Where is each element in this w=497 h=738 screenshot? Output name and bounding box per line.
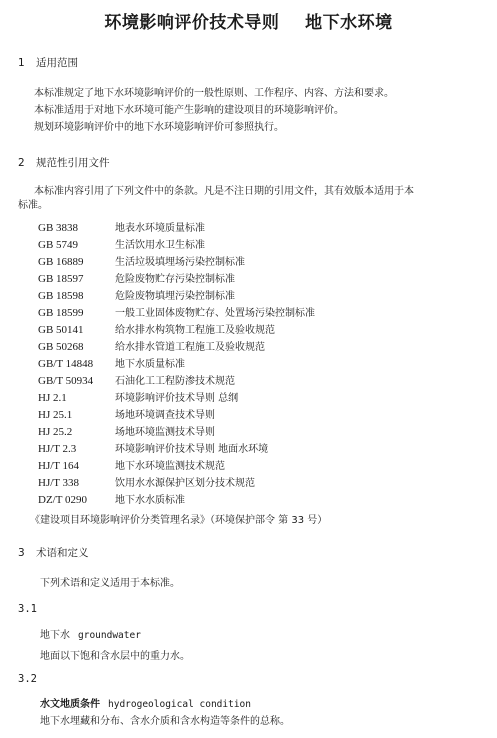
catalog-reference: 《建设项目环境影响评价分类管理名录》（环境保护部令 第 33 号） [30, 515, 328, 526]
reference-code: GB 16889 [38, 256, 84, 268]
reference-row [38, 221, 205, 236]
reference-name: 危险废物贮存污染控制标准 [115, 274, 235, 285]
reference-row [38, 340, 265, 355]
reference-code: HJ/T 338 [38, 477, 80, 489]
intro-line-1: 本标准内容引用了下列文件中的条款。凡是不注日期的引用文件，其有效版本适用于本 [34, 186, 414, 197]
reference-name: 场地环境监测技术导则 [115, 427, 215, 438]
section-number: 3 [18, 547, 25, 559]
reference-row [38, 493, 185, 508]
reference-code: HJ 2.1 [38, 392, 67, 404]
reference-code: GB/T 14848 [38, 358, 94, 370]
term-definition: 地下水埋藏和分布、含水介质和含水构造等条件的总称。 [40, 716, 290, 727]
section-1-heading [18, 55, 78, 70]
reference-code: GB 50141 [38, 324, 84, 336]
reference-code: GB 18598 [38, 290, 84, 302]
reference-row [38, 374, 235, 389]
term-english: groundwater [78, 630, 141, 641]
reference-code: GB/T 50934 [38, 375, 94, 387]
term-english: hydrogeological condition [108, 699, 251, 710]
section-2-intro [18, 185, 414, 213]
reference-name: 地表水环境质量标准 [115, 223, 205, 234]
section-2-heading [18, 155, 110, 170]
term-name: 地下水 [40, 630, 70, 641]
reference-code: GB 5749 [38, 239, 79, 251]
reference-row [38, 425, 215, 440]
section-1-para-3: 规划环境影响评价中的地下水环境影响评价可参照执行。 [34, 122, 284, 133]
reference-name: 生活饮用水卫生标准 [115, 240, 205, 251]
reference-row [38, 391, 238, 406]
reference-name: 给水排水构筑物工程施工及验收规范 [115, 325, 275, 336]
reference-name: 场地环境调查技术导则 [115, 410, 215, 421]
reference-row [38, 408, 215, 423]
reference-name: 石油化工工程防渗技术规范 [115, 376, 235, 387]
term-name: 水文地质条件 [40, 699, 100, 710]
section-title: 术语和定义 [36, 547, 89, 559]
intro-line-2: 标准。 [18, 200, 48, 211]
reference-row [38, 255, 245, 270]
reference-code: GB 18597 [38, 273, 84, 285]
reference-name: 地下水环境监测技术规范 [115, 461, 225, 472]
section-3-intro: 下列术语和定义适用于本标准。 [40, 578, 180, 589]
reference-name: 饮用水水源保护区划分技术规范 [115, 478, 255, 489]
reference-name: 给水排水管道工程施工及验收规范 [115, 342, 265, 353]
reference-code: GB 18599 [38, 307, 84, 319]
section-title: 规范性引用文件 [36, 157, 110, 169]
reference-name: 地下水质量标准 [115, 359, 185, 370]
reference-code: HJ 25.1 [38, 409, 73, 421]
reference-row [38, 238, 205, 253]
reference-row [38, 476, 255, 491]
term-entry [40, 626, 141, 641]
reference-code: GB 3838 [38, 222, 79, 234]
reference-row [38, 459, 225, 474]
term-entry [40, 695, 251, 710]
reference-code: GB 50268 [38, 341, 84, 353]
reference-code: HJ 25.2 [38, 426, 73, 438]
reference-row [38, 306, 315, 321]
term-number: 3.2 [18, 673, 37, 685]
reference-code: HJ/T 2.3 [38, 443, 77, 455]
term-definition: 地面以下饱和含水层中的重力水。 [40, 651, 190, 662]
section-3-heading [18, 545, 89, 560]
reference-row [38, 323, 275, 338]
section-number: 1 [18, 57, 25, 69]
reference-row [38, 357, 185, 372]
document-title: 环境影响评价技术导则 地下水环境 [104, 13, 393, 33]
reference-row [38, 442, 268, 457]
reference-name: 生活垃圾填埋场污染控制标准 [115, 257, 245, 268]
reference-code: DZ/T 0290 [38, 494, 87, 506]
reference-name: 环境影响评价技术导则 地面水环境 [115, 444, 269, 455]
reference-row [38, 289, 235, 304]
reference-name: 一般工业固体废物贮存、处置场污染控制标准 [115, 308, 315, 319]
reference-code: HJ/T 164 [38, 460, 80, 472]
reference-name: 地下水水质标准 [115, 495, 185, 506]
reference-name: 环境影响评价技术导则 总纲 [115, 393, 239, 404]
term-number: 3.1 [18, 603, 37, 615]
reference-row [38, 272, 235, 287]
section-number: 2 [18, 157, 25, 169]
section-title: 适用范围 [36, 57, 78, 69]
section-1-para-1: 本标准规定了地下水环境影响评价的一般性原则、工作程序、内容、方法和要求。 [34, 88, 394, 99]
reference-name: 危险废物填埋污染控制标准 [115, 291, 235, 302]
section-1-para-2: 本标准适用于对地下水环境可能产生影响的建设项目的环境影响评价。 [34, 105, 344, 116]
